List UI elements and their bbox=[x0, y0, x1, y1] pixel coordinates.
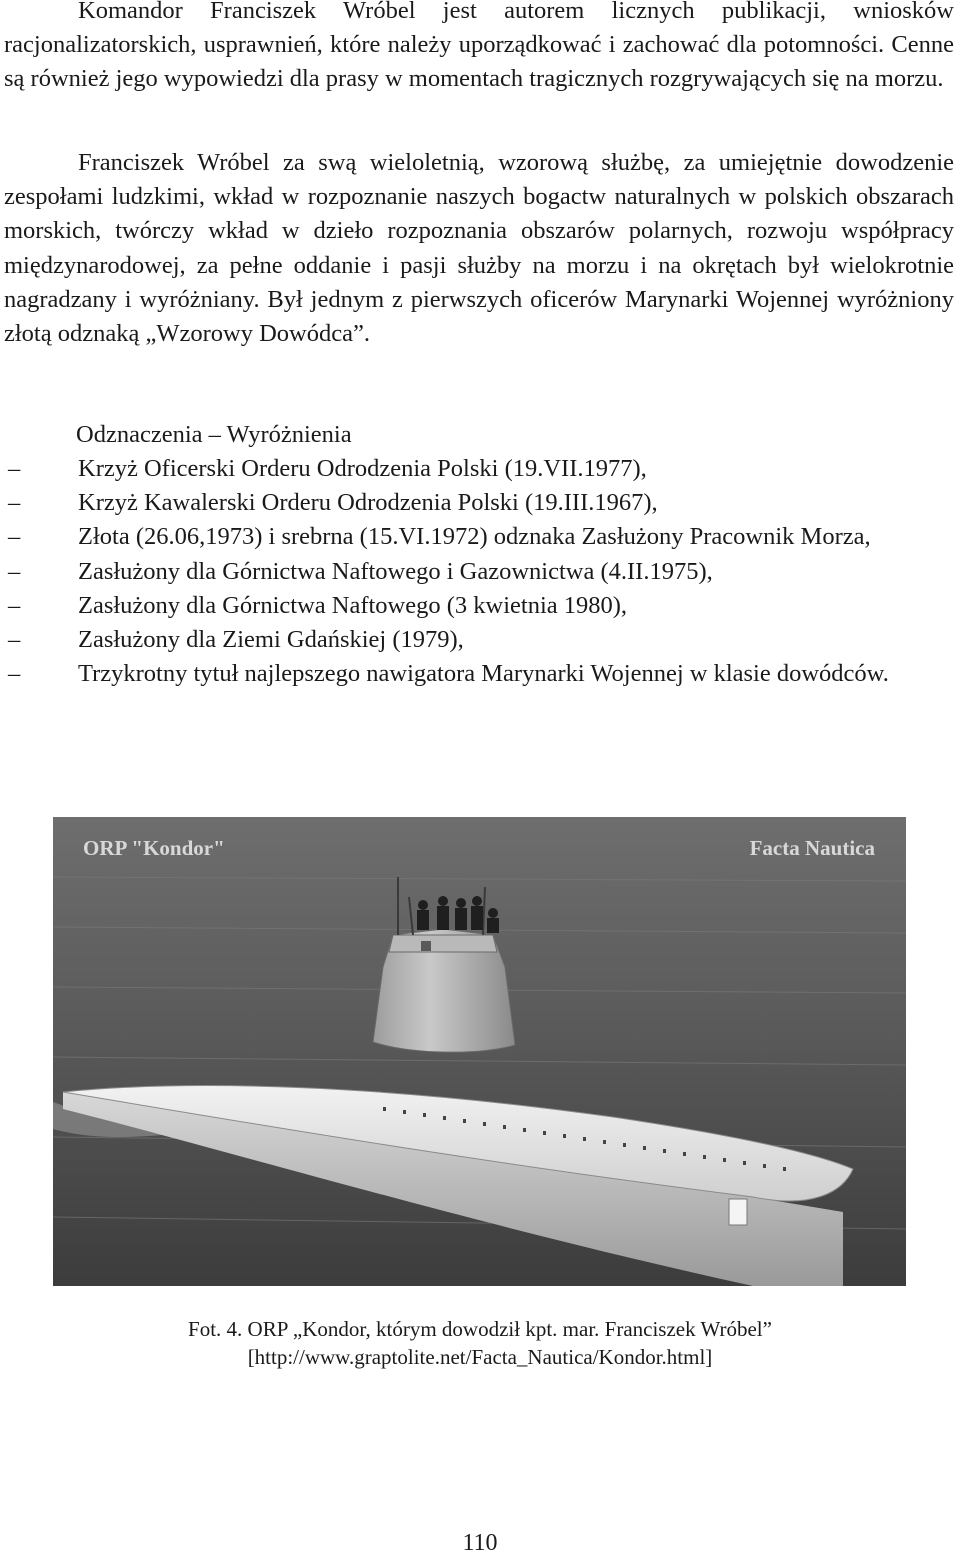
list-item bbox=[4, 623, 954, 657]
award-text: Zasłużony dla Górnictwa Naftowego i Gazownictwa (4.II.1975), bbox=[78, 557, 713, 585]
dash-bullet: – bbox=[8, 591, 21, 619]
page-number: 110 bbox=[462, 1530, 498, 1556]
photo-label-left: ORP "Kondor" bbox=[83, 836, 225, 860]
award-text: Zasłużony dla Ziemi Gdańskiej (1979), bbox=[78, 626, 464, 654]
dash-bullet: – bbox=[8, 660, 21, 688]
awards-heading: Odznaczenia – Wyróżnienia bbox=[76, 421, 352, 448]
award-text: Złota (26.06,1973) i srebrna (15.VI.1972) odznaka Zasłużony Pracownik Morza, bbox=[78, 523, 871, 551]
list-item bbox=[4, 657, 954, 691]
dash-bullet: – bbox=[8, 455, 21, 482]
paragraph-service-merits: Franciszek Wróbel za swą wieloletnią, wzorową służbę, za umiejętnie dowodzenie zespołami ludzkimi, wkład w rozpoznanie naszych bogactw naturalnych w polskich obszarach morskich, twórczy wkład w dzieło rozpoznania obszarów polarnych, rozwoju współpracy międzynarodowej, za pełne oddanie i pasji służby na morzu i na okrętach był wielokrotnie nagradzany i wyróżniany. Był jednym z pierwszych oficerów Marynarki Wojennej wyróżniony złotą odznaką „Wzorowy Dowódca”. bbox=[4, 149, 954, 348]
list-item bbox=[4, 555, 954, 589]
submarine-photo bbox=[53, 817, 906, 1286]
award-text: Krzyż Kawalerski Orderu Odrodzenia Polski (19.III.1967), bbox=[78, 489, 658, 517]
awards-list bbox=[4, 452, 954, 691]
photo-label-right: Facta Nautica bbox=[749, 836, 875, 860]
dash-bullet: – bbox=[8, 626, 21, 654]
list-item bbox=[4, 486, 954, 520]
list-item bbox=[4, 452, 954, 486]
dash-bullet: – bbox=[8, 557, 21, 585]
dash-bullet: – bbox=[8, 523, 21, 551]
paragraph-publications: Komandor Franciszek Wróbel jest autorem licznych publikacji, wniosków racjonalizatorskich, usprawnień, które należy uporządkować i zachować dla potomności. Cenne są również jego wypowiedzi dla prasy w momentach tragicznych rozgrywających się na morzu. bbox=[4, 0, 954, 93]
list-item bbox=[4, 520, 954, 554]
award-text: Zasłużony dla Górnictwa Naftowego (3 kwietnia 1980), bbox=[78, 591, 628, 619]
list-item bbox=[4, 589, 954, 623]
dash-bullet: – bbox=[8, 489, 21, 517]
award-text: Krzyż Oficerski Orderu Odrodzenia Polski (19.VII.1977), bbox=[78, 455, 647, 482]
figure-source-link: [http://www.graptolite.net/Facta_Nautica/Kondor.html] bbox=[247, 1345, 713, 1369]
award-text: Trzykrotny tytuł najlepszego nawigatora Marynarki Wojennej w klasie dowódców. bbox=[78, 660, 889, 688]
figure-caption: Fot. 4. ORP „Kondor, którym dowodził kpt. mar. Franciszek Wróbel” bbox=[188, 1317, 772, 1341]
